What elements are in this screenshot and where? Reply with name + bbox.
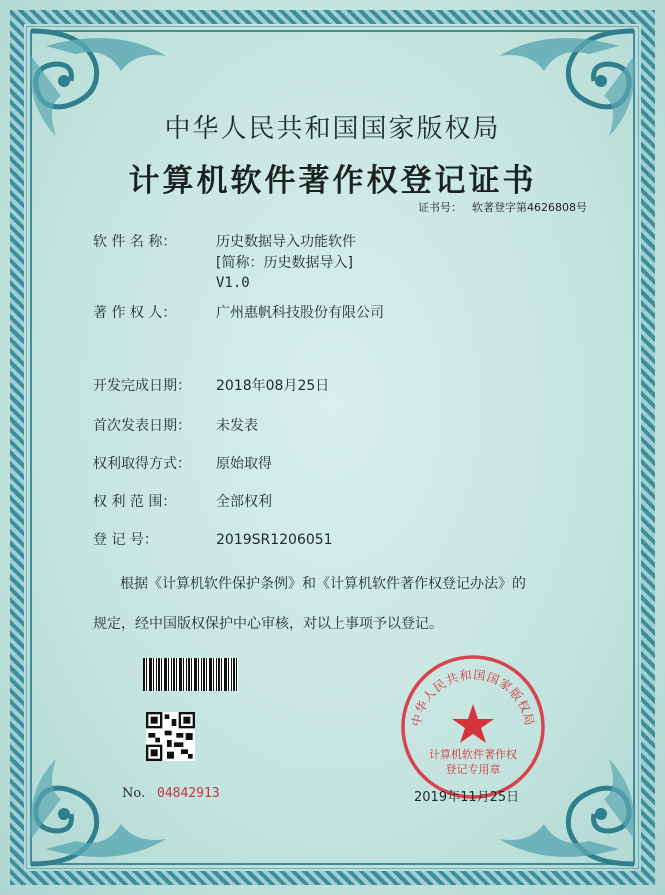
field-software-name bbox=[93, 232, 356, 252]
field-value: 2019SR1206051 bbox=[216, 532, 333, 548]
field-publish-date bbox=[93, 416, 258, 436]
statement-line-2: 规定，经中国版权保护中心审核，对以上事项予以登记。 bbox=[93, 616, 443, 632]
field-value: 历史数据导入功能软件 bbox=[216, 234, 356, 250]
barcode-icon bbox=[143, 658, 238, 691]
field-registration-number bbox=[93, 530, 333, 550]
field-label: 权利取得方式： bbox=[93, 456, 191, 472]
cert-no-value: 软著登字第4626808号 bbox=[472, 201, 587, 214]
qr-code-icon bbox=[146, 712, 195, 761]
issuing-authority: 中华人民共和国国家版权局 bbox=[164, 114, 501, 144]
certificate-number bbox=[418, 199, 587, 215]
seal-text-line-1: 计算机软件著作权 bbox=[429, 748, 517, 761]
official-seal-icon bbox=[398, 652, 548, 802]
field-value: 未发表 bbox=[216, 418, 258, 434]
field-value: [简称：历史数据导入] bbox=[216, 255, 353, 271]
field-value: 2018年08月25日 bbox=[216, 378, 330, 394]
field-value: 全部权利 bbox=[216, 494, 272, 510]
issue-date: 2019年11月25日 bbox=[414, 790, 520, 805]
field-label: 权 利 范 围： bbox=[93, 494, 177, 510]
field-label: 开发完成日期： bbox=[93, 378, 191, 394]
field-label: 登 记 号： bbox=[93, 532, 158, 548]
field-value: 广州惠帆科技股份有限公司 bbox=[216, 305, 384, 321]
field-value: 原始取得 bbox=[216, 456, 272, 472]
field-acquisition-method bbox=[93, 454, 272, 474]
statement-line-1: 根据《计算机软件保护条例》和《计算机软件著作权登记办法》的 bbox=[120, 576, 526, 592]
field-copyright-owner bbox=[93, 303, 384, 323]
field-completion-date bbox=[93, 376, 330, 396]
field-value: V1.0 bbox=[216, 275, 250, 291]
corner-ornament-icon bbox=[26, 749, 176, 869]
field-rights-scope bbox=[93, 492, 272, 512]
field-label: 首次发表日期： bbox=[93, 418, 191, 434]
certificate-title: 计算机软件著作权登记证书 bbox=[128, 163, 537, 199]
serial-number: 04842913 bbox=[157, 786, 220, 801]
seal-ring-text: 中华人民共和国国家版权局 bbox=[409, 667, 537, 728]
serial-label: No. bbox=[122, 786, 146, 801]
field-label: 软 件 名 称： bbox=[93, 234, 177, 250]
cert-no-label: 证书号： bbox=[418, 201, 462, 214]
seal-text-line-2: 登记专用章 bbox=[445, 763, 501, 776]
field-label: 著 作 权 人： bbox=[93, 305, 177, 321]
